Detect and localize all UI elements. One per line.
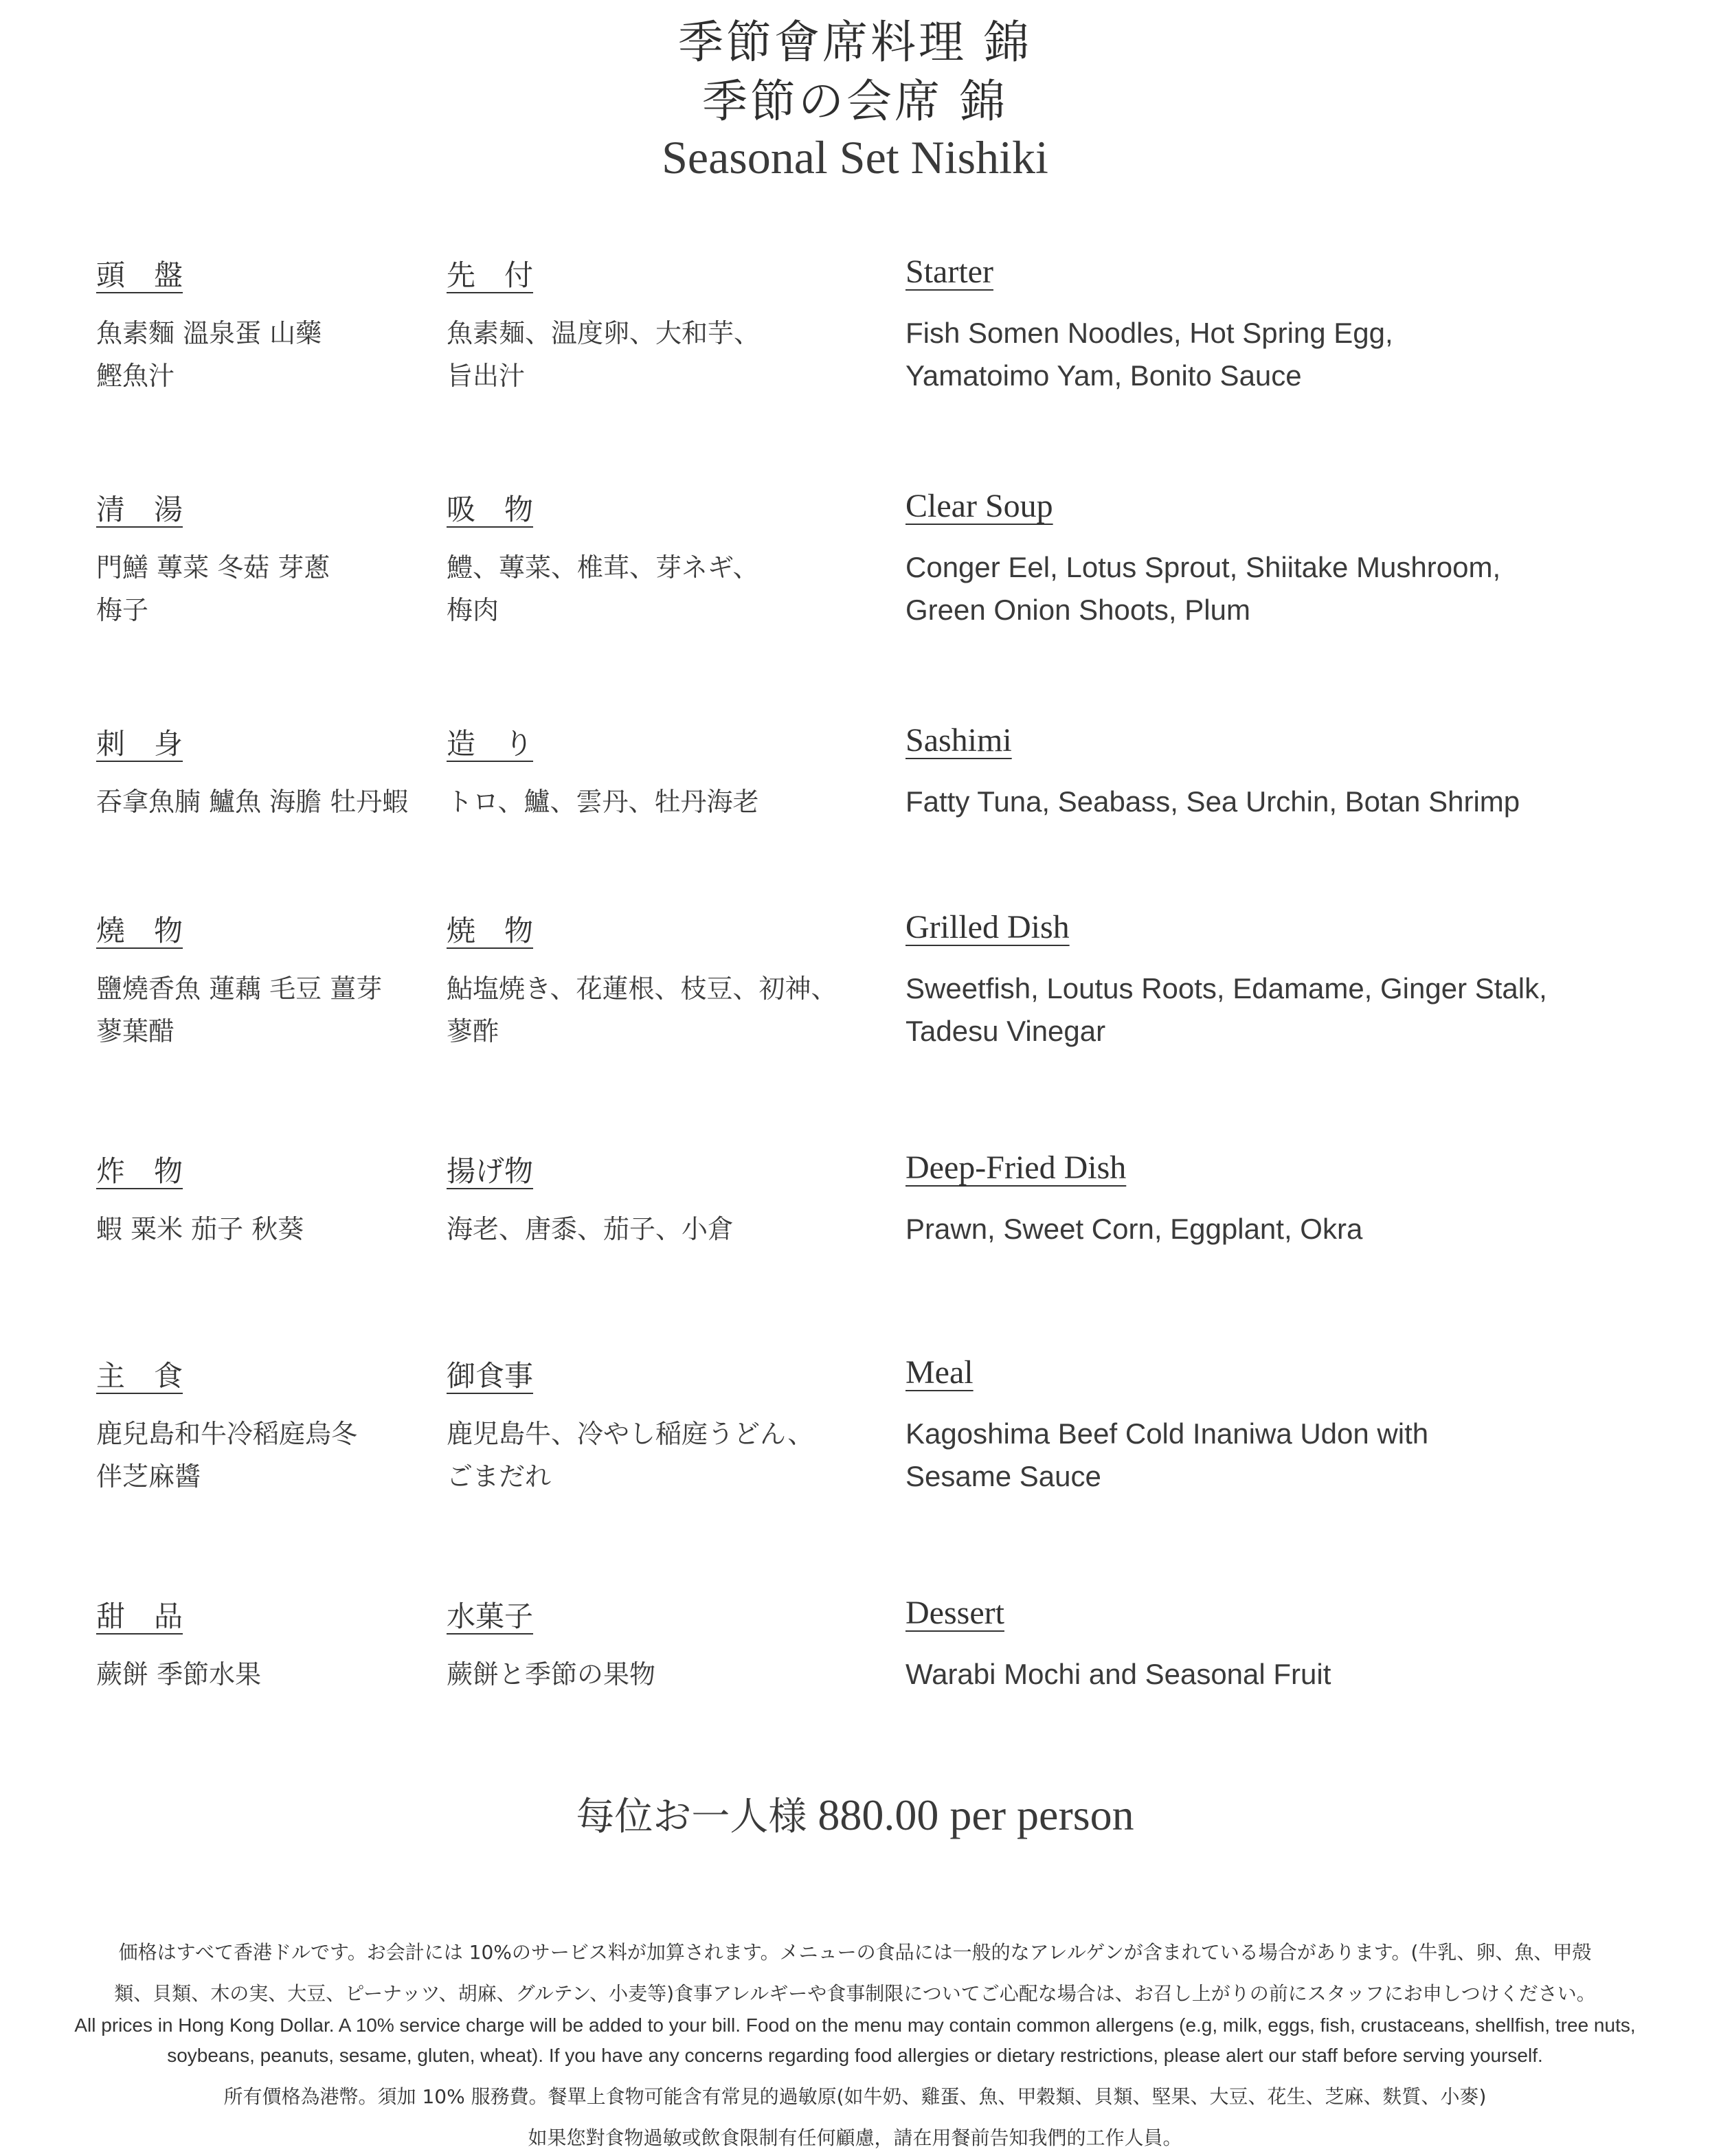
menu-title-en: Seasonal Set Nishiki [662, 131, 1048, 183]
course-desc-ja: トロ、鱸、雲丹、牡丹海老 [447, 787, 759, 817]
course-desc-en: Warabi Mochi and Seasonal Fruit [905, 1658, 1331, 1690]
course-heading-ja: 吸 物 [447, 493, 534, 526]
course-desc-en: Fish Somen Noodles, Hot Spring Egg, Yamatoimo Yam, Bonito Sauce [905, 317, 1393, 392]
price-label-ja: 每位お一人様 [576, 1795, 807, 1839]
course-heading-en: Deep-Fried Dish [905, 1149, 1127, 1186]
course-desc-en: Fatty Tuna, Seabass, Sea Urchin, Botan Shrimp [905, 785, 1520, 818]
price-line [0, 1786, 1710, 1841]
course-desc-zh: 門鱔 蓴菜 冬菇 芽蔥 梅子 [96, 552, 330, 625]
course-desc-ja: 魚素麺、温度卵、大和芋、 旨出汁 [447, 318, 761, 391]
course-desc-zh: 鹿兒島和牛冷稻庭烏冬 伴芝麻醬 [96, 1419, 358, 1492]
disclaimer-ja-line-1: 価格はすべて香港ドルです。お会計には 10%のサービス料が加算されます。メニューの食品には一般的なアレルゲンが含まれている場合があります。(牛乳、卵、魚、甲殻 [118, 1941, 1592, 1964]
disclaimer-zh-line-1: 所有價格為港幣。須加 10% 服務費。餐單上食物可能含有常見的過敏原(如牛奶、雞蛋、魚、甲穀類、貝類、堅果、大豆、花生、芝麻、麩質、小麥) [223, 2085, 1487, 2108]
course-desc-zh: 鹽燒香魚 蓮藕 毛豆 薑芽 蓼葉醋 [96, 974, 383, 1046]
course-desc-en: Kagoshima Beef Cold Inaniwa Udon with Sesame Sauce [905, 1417, 1429, 1492]
course-heading-ja: 水菓子 [447, 1599, 534, 1633]
course-heading-ja: 御食事 [447, 1359, 534, 1393]
course-heading-zh: 燒 物 [96, 914, 183, 947]
course-heading-ja: 揚げ物 [447, 1154, 534, 1188]
course-desc-zh: 蕨餅 季節水果 [96, 1659, 262, 1689]
course-heading-en: Starter [905, 254, 993, 290]
course-heading-zh: 炸 物 [96, 1154, 183, 1188]
course-heading-en: Meal [905, 1354, 974, 1391]
price-per-person: per person [949, 1790, 1134, 1839]
disclaimer-en-line-2: soybeans, peanuts, sesame, gluten, wheat). If you have any concerns regarding food allergies or dietary restrictions, please alert our staff before serving yourself. [167, 2045, 1543, 2066]
course-desc-ja: 蕨餅と季節の果物 [447, 1659, 656, 1689]
course-heading-en: Sashimi [905, 722, 1012, 759]
course-heading-zh: 刺 身 [96, 727, 183, 761]
course-heading-en: Clear Soup [905, 488, 1053, 524]
course-desc-ja: 海老、唐黍、茄子、小倉 [447, 1214, 734, 1244]
course-desc-en: Conger Eel, Lotus Sprout, Shiitake Mushroom, Green Onion Shoots, Plum [905, 551, 1501, 626]
price-amount: 880.00 [818, 1790, 939, 1839]
course-heading-ja: 造 り [447, 727, 534, 761]
course-desc-ja: 鮎塩焼き、花蓮根、枝豆、初神、 蓼酢 [447, 974, 837, 1046]
disclaimer-zh-line-2: 如果您對食物過敏或飲食限制有任何顧慮，請在用餐前告知我們的工作人員。 [528, 2126, 1182, 2149]
course-heading-en: Grilled Dish [905, 909, 1070, 945]
course-heading-ja: 先 付 [447, 258, 534, 292]
course-desc-en: Sweetfish, Loutus Roots, Edamame, Ginger Stalk, Tadesu Vinegar [905, 972, 1547, 1047]
course-desc-ja: 鹿児島牛、冷やし稲庭うどん、 ごまだれ [447, 1419, 814, 1492]
course-desc-ja: 鱧、蓴菜、椎茸、芽ネギ、 梅肉 [447, 552, 759, 625]
disclaimer-en-line-1: All prices in Hong Kong Dollar. A 10% service charge will be added to your bill. Food on the menu may contain common allergens (e.g, milk, eggs, fish, crustaceans, shellfish, tree nuts, [74, 2014, 1636, 2036]
course-heading-ja: 焼 物 [447, 914, 534, 947]
course-heading-zh: 主 食 [96, 1359, 183, 1393]
menu-title-zh: 季節會席料理 錦 [678, 16, 1032, 69]
course-desc-zh: 吞拿魚腩 鱸魚 海膽 牡丹蝦 [96, 787, 409, 817]
disclaimer-ja-line-2: 類、貝類、木の実、大豆、ピーナッツ、胡麻、グルテン、小麦等)食事アレルギーや食事制限についてご心配な場合は、お召し上がりの前にスタッフにお申しつけください。 [114, 1982, 1596, 2005]
course-desc-zh: 魚素麵 溫泉蛋 山藥 鰹魚汁 [96, 318, 322, 391]
menu-title-ja: 季節の会席 錦 [702, 75, 1008, 128]
course-heading-zh: 頭 盤 [96, 258, 183, 292]
course-heading-en: Dessert [905, 1595, 1004, 1631]
course-heading-zh: 清 湯 [96, 493, 183, 526]
course-desc-en: Prawn, Sweet Corn, Eggplant, Okra [905, 1213, 1363, 1245]
course-desc-zh: 蝦 粟米 茄子 秋葵 [96, 1214, 304, 1244]
course-heading-zh: 甜 品 [96, 1599, 183, 1633]
